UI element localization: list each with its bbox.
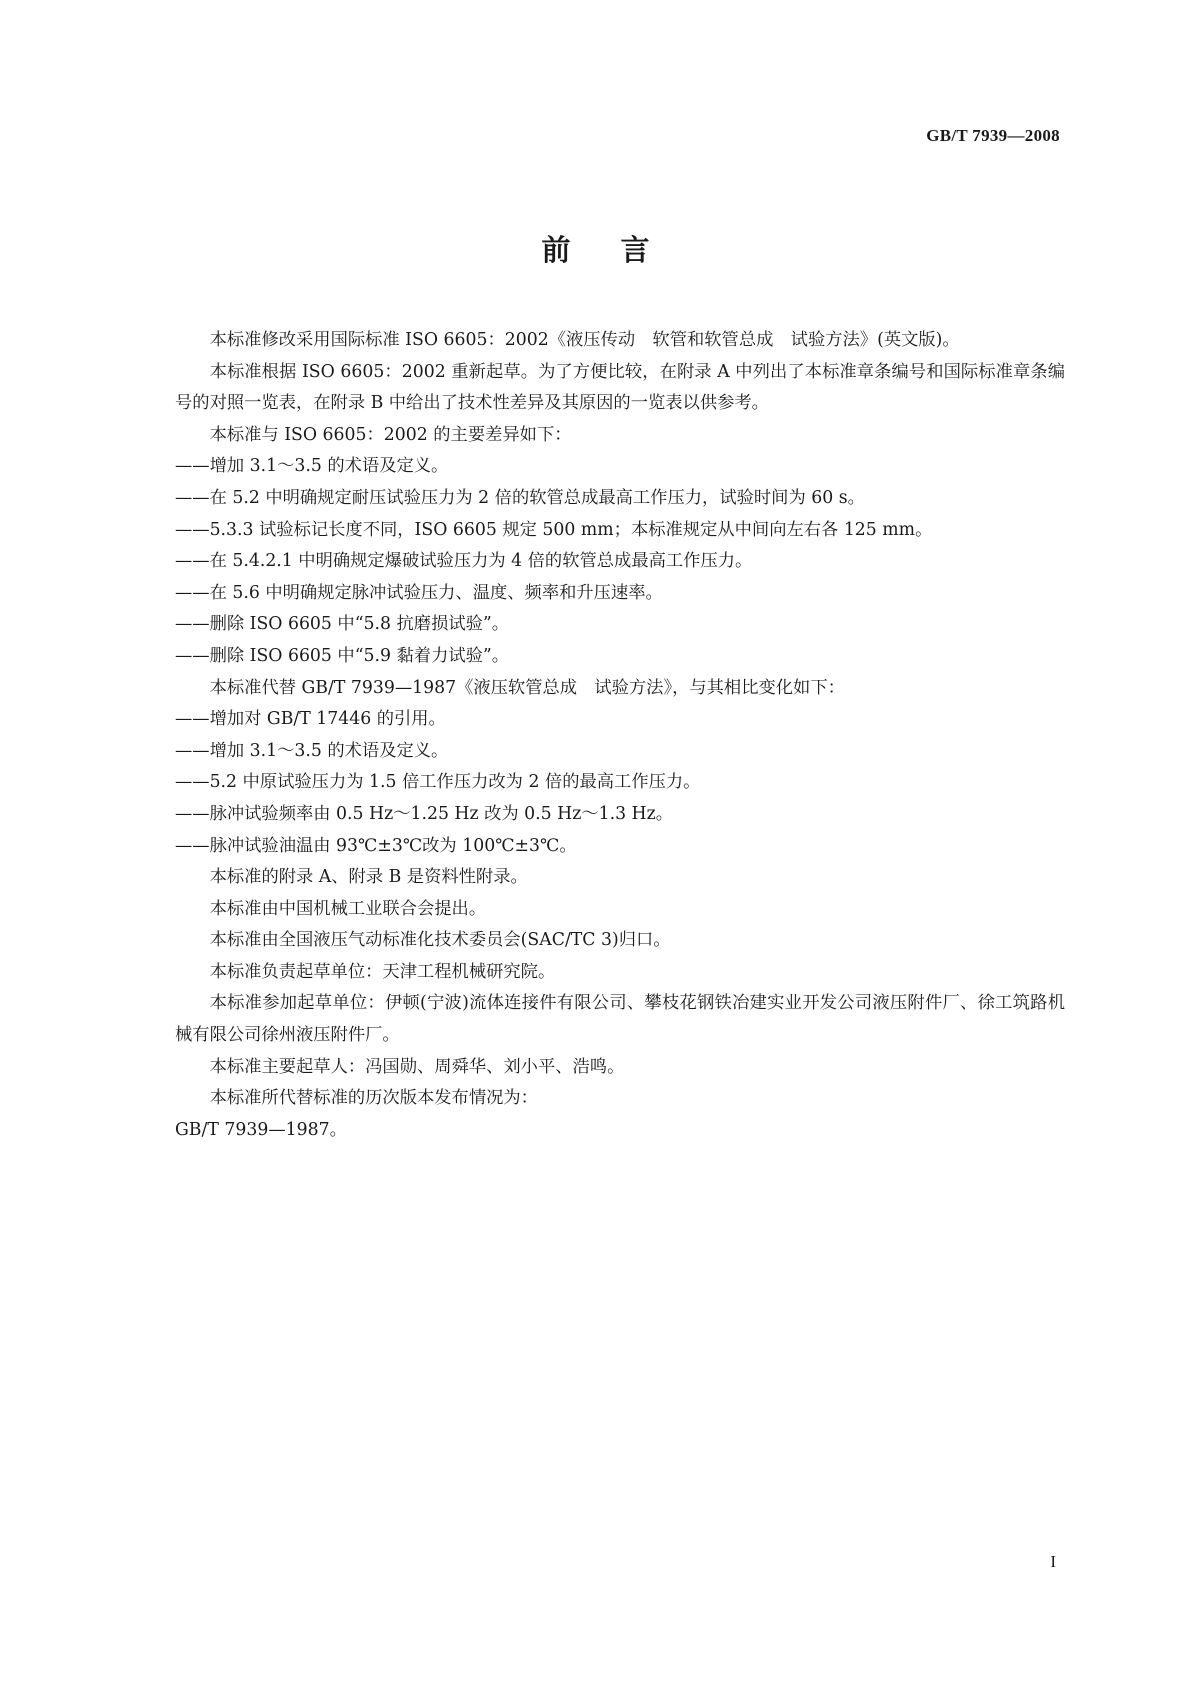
paragraph: 本标准的附录 A、附录 B 是资料性附录。 <box>209 867 528 888</box>
paragraph: ——脉冲试验频率由 0.5 Hz～1.25 Hz 改为 0.5 Hz～1.3 Hz。 <box>175 803 674 824</box>
paragraph: 本标准所代替标准的历次版本发布情况为： <box>209 1088 538 1109</box>
paragraph: 本标准与 ISO 6605：2002 的主要差异如下： <box>209 424 572 445</box>
paragraph: ——在 5.6 中明确规定脉冲试验压力、温度、频率和升压速率。 <box>175 582 663 603</box>
paragraph: ——在 5.4.2.1 中明确规定爆破试验压力为 4 倍的软管总成最高工作压力。 <box>175 551 753 572</box>
paragraph: 本标准由全国液压气动标准化技术委员会(SAC/TC 3)归口。 <box>209 930 671 951</box>
paragraph: 本标准参加起草单位：伊顿(宁波)流体连接件有限公司、攀枝花钢铁冶建实业开发公司液压附件厂、徐工筑路机械有限公司徐州液压附件厂。 <box>175 993 1065 1046</box>
paragraph: ——脉冲试验油温由 93℃±3℃改为 100℃±3℃。 <box>175 835 577 856</box>
paragraph: 本标准根据 ISO 6605：2002 重新起草。为了方便比较，在附录 A 中列出了本标准章条编号和国际标准章条编号的对照一览表，在附录 B 中给出了技术性差异及其原因的一览表以供参考。 <box>175 361 1065 414</box>
paragraph: ——在 5.2 中明确规定耐压试验压力为 2 倍的软管总成最高工作压力，试验时间为 60 s。 <box>175 487 865 508</box>
page-title: 前言 <box>541 233 700 267</box>
paragraph: 本标准主要起草人：冯国勋、周舜华、刘小平、浩鸣。 <box>209 1056 625 1077</box>
page-number: I <box>1050 1552 1056 1571</box>
paragraph: 本标准代替 GB/T 7939—1987《液压软管总成 试验方法》，与其相比变化如下： <box>209 677 845 698</box>
standard-code: GB/T 7939—2008 <box>926 126 1060 145</box>
paragraph: 本标准由中国机械工业联合会提出。 <box>209 898 487 919</box>
paragraph: 本标准修改采用国际标准 ISO 6605：2002《液压传动 软管和软管总成 试验方法》(英文版)。 <box>209 330 960 350</box>
paragraph: ——5.2 中原试验压力为 1.5 倍工作压力改为 2 倍的最高工作压力。 <box>175 772 701 793</box>
paragraph: ——5.3.3 试验标记长度不同，ISO 6605 规定 500 mm；本标准规定从中间向左右各 125 mm。 <box>175 519 933 540</box>
paragraph: ——增加 3.1～3.5 的术语及定义。 <box>175 456 449 477</box>
paragraph: 本标准负责起草单位：天津工程机械研究院。 <box>209 961 556 982</box>
paragraph: ——删除 ISO 6605 中“5.8 抗磨损试验”。 <box>175 614 510 635</box>
paragraph: ——增加对 GB/T 17446 的引用。 <box>175 709 446 730</box>
paragraph: ——删除 ISO 6605 中“5.9 黏着力试验”。 <box>175 645 510 666</box>
paragraph: ——增加 3.1～3.5 的术语及定义。 <box>175 740 449 761</box>
foreword-body <box>175 325 1065 1146</box>
paragraph: GB/T 7939—1987。 <box>175 1119 347 1140</box>
